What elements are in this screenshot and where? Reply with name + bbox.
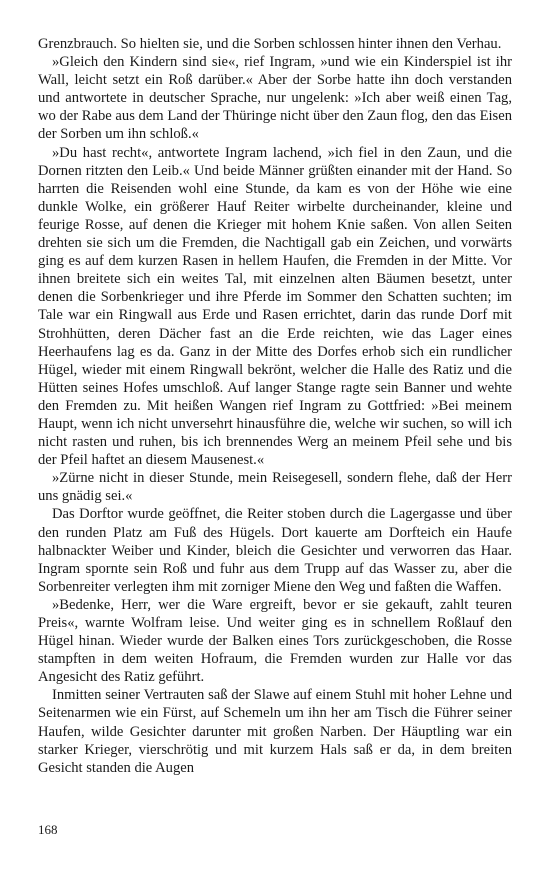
paragraph: Inmitten seiner Vertrauten saß der Slawe auf einem Stuhl mit hoher Lehne und Seitenarmen wie ein Fürst, auf Schemeln um ihn her am Tisch die Führer seiner Haufen, wilde Gesichter darunter mit großen Narben. Der Häuptling war ein starker Krieger, vierschrötig und mit kurzem Hals saß er da, in dem breiten Gesicht standen die Augen xyxy=(38,687,512,776)
paragraph: »Du hast recht«, antwortete Ingram lachend, »ich fiel in den Zaun, und die Dornen ritzten den Leib.« Und beide Männer grüßten einander mit der Hand. So harrten die Reisenden wohl eine Stunde, da kam es von der Höhe wie eine dunkle Wolke, ein größerer Hauf Reiter wirbelte durcheinander, kleine und feurige Rosse, auf denen die Krieger mit hohem Knie saßen. Von allen Seiten drehten sie sich um die Fremden, die Nachtigall gab ein Zeichen, und vorwärts ging es auf dem kurzen Rasen in hellem Haufen, die Fremden in der Mitte. Vor ihnen breitete sich ein weites Tal, mit einzelnen alten Bäumen besetzt, unter denen die Sorbenkrieger und ihre Pferde im Sommer den Schatten suchten; im Tale war ein Ringwall aus Erde und Rasen errichtet, darin das runde Dorf mit Strohhütten, deren Dächer fast an die Erde reichten, wie das Lager eines Heerhaufens lag es da. Ganz in der Mitte des Dorfes erhob sich ein rundlicher Hügel, wieder mit einem Ringwall bekrönt, welcher die Halle des Ratiz und die Hütten seines Hofes umschloß. Auf langer Stange ragte sein Banner und wehte den Fremden zu. Mit heißen Wangen rief Ingram zu Gottfried: »Bei meinem Haupt, wenn ich nicht unversehrt hinausführe die, welche wir suchen, so will ich nicht rasten und ruhen, bis ich brennendes Werg an meinem Pfeil sehe und bis der Pfeil haftet an diesem Mausenest.« xyxy=(38,144,512,469)
paragraph: »Zürne nicht in dieser Stunde, mein Reisegesell, sondern flehe, daß der Herr uns gnädig sei.« xyxy=(38,470,512,505)
paragraph: Grenzbrauch. So hielten sie, und die Sorben schlossen hinter ihnen den Verhau. xyxy=(38,36,502,52)
book-page-text xyxy=(38,35,512,777)
page-number: 168 xyxy=(38,822,58,837)
paragraph: »Gleich den Kindern sind sie«, rief Ingram, »und wie ein Kinderspiel ist ihr Wall, leicht setzt ein Roß darüber.« Aber der Sorbe hatte ihn doch verstanden und antwortete in deutscher Sprache, nur ungelenk: »Ich aber weiß einen Tag, wo der Rabe aus dem Land der Thüringe nicht über den Zaun flog, den das Eisen der Sorben um ihn schloß.« xyxy=(38,54,512,143)
paragraph: »Bedenke, Herr, wer die Ware ergreift, bevor er sie gekauft, zahlt teuren Preis«, warnte Wolfram leise. Und weiter ging es in schnellem Roßlauf den Hügel hinan. Wieder wurde der Balken eines Tors zurückgeschoben, die Rosse stampften in dem weiten Hofraum, die Fremden wurden zur Halle vor das Angesicht des Ratiz geführt. xyxy=(38,596,512,686)
paragraph: Das Dorftor wurde geöffnet, die Reiter stoben durch die Lagergasse und über den runden Platz am Fuß des Hügels. Dort kauerte am Dorfteich ein Haufe halbnackter Weiber und Kinder, bleich die Gesichter und verworren das Haar. Ingram spornte sein Roß und fuhr aus dem Trupp auf das Wasser zu, aber die Sorbenreiter verlegten ihm mit zorniger Miene den Weg und faßten die Waffen. xyxy=(38,506,512,595)
